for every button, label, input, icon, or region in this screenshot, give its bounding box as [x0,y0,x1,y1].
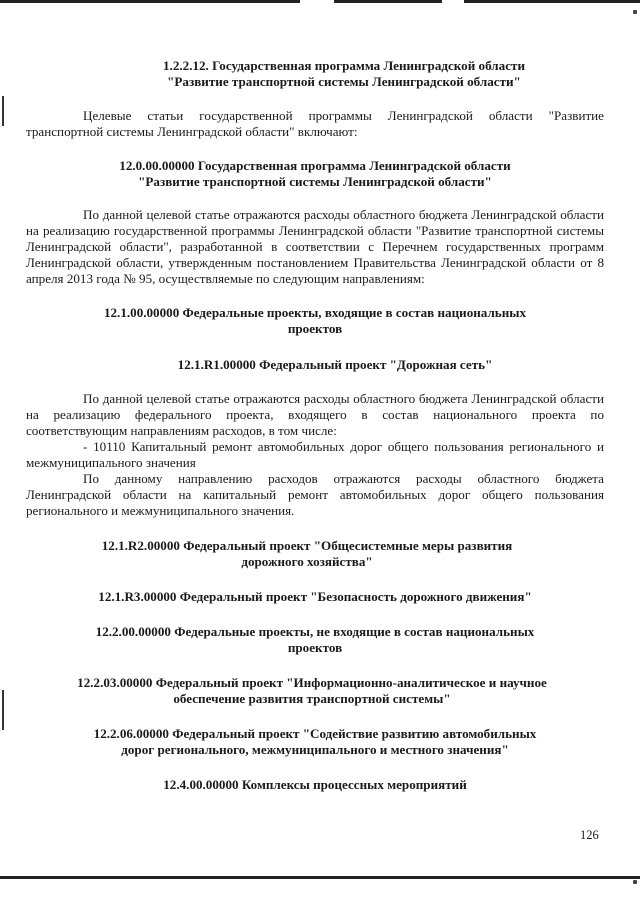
heading-line: 12.2.03.00000 Федеральный проект "Информационно-аналитическое и научное [77,675,547,690]
body-paragraph: По данной целевой статье отражаются расходы областного бюджета Ленинградской области на реализацию федерального проекта, входящего в состав национального проекта по соответствующим направлениям расходов, в том числе: [26,391,604,438]
heading-line: проектов [287,321,343,336]
document-body [26,58,604,793]
list-item: - 10110 Капитальный ремонт автомобильных дорог общего пользования регионального и межмуниципального значения [26,439,604,470]
section-heading [26,589,604,605]
section-heading [26,726,604,758]
section-heading [26,158,604,190]
heading-line: 12.1.R2.00000 Федеральный проект "Общесистемные меры развития [101,538,513,553]
page-number: 126 [580,828,599,842]
heading-line: 12.1.00.00000 Федеральные проекты, входящие в состав национальных [103,305,527,320]
heading-line: дорожного хозяйства" [241,554,373,569]
section-heading [26,305,604,337]
section-heading [84,58,604,90]
heading-line: "Развитие транспортной системы Ленинградской области" [138,174,492,189]
scan-edge-bottom [0,876,640,879]
body-paragraph: По данной целевой статье отражаются расходы областного бюджета Ленинградской области на реализацию государственной программы Ленинградской области "Развитие транспортной системы Ленинградской области", разработанной в соответствии с Перечнем государственных программ Ленинградской области, утвержденным постановлением Правительства Ленинградской области от 8 апреля 2013 года № 95, осуществляемые по следующим направлениям: [26,207,604,286]
heading-line: 12.2.00.00000 Федеральные проекты, не входящие в состав национальных [95,624,535,639]
scan-edge-mark [2,690,4,730]
body-paragraph: По данному направлению расходов отражаются расходы областного бюджета Ленинградской области на капитальный ремонт автомобильных дорог общего пользования регионального и межмуниципального значения. [26,471,604,518]
section-heading [26,624,604,656]
scan-edge-mark [2,96,4,126]
scan-edge-dot [633,10,637,14]
section-heading [26,777,604,793]
scan-edge-gap [300,0,334,3]
heading-line: 12.1.R3.00000 Федеральный проект "Безопасность дорожного движения" [98,589,532,604]
heading-line: дорог регионального, межмуниципального и местного значения" [121,742,509,757]
heading-line: "Развитие транспортной системы Ленинградской области" [167,74,521,89]
heading-line: 1.2.2.12. Государственная программа Ленинградской области [163,58,525,73]
heading-line: обеспечение развития транспортной системы" [173,691,451,706]
body-paragraph: Целевые статьи государственной программы Ленинградской области "Развитие транспортной системы Ленинградской области" включают: [26,108,604,139]
scan-edge-dot [633,880,637,884]
section-heading [66,357,604,373]
heading-line: 12.4.00.00000 Комплексы процессных мероприятий [163,777,467,792]
scan-edge-gap [442,0,464,3]
section-heading [12,675,612,707]
heading-line: 12.1.R1.00000 Федеральный проект "Дорожная сеть" [177,357,493,372]
heading-line: 12.2.06.00000 Федеральный проект "Содействие развитию автомобильных [93,726,537,741]
heading-line: проектов [287,640,343,655]
heading-line: 12.0.00.00000 Государственная программа Ленинградской области [119,158,511,173]
section-heading [26,538,588,570]
